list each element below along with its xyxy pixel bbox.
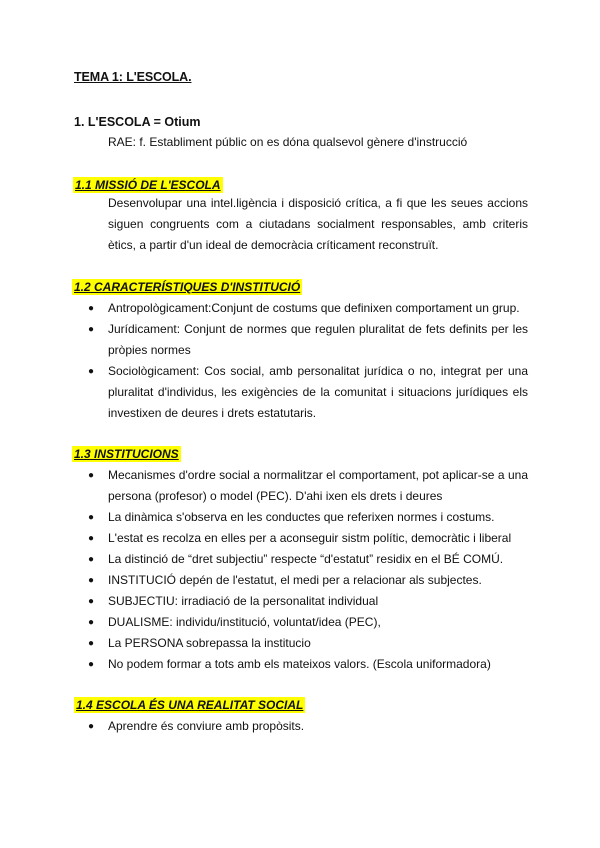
list-item: ● Antropològicament:Conjunt de costums que definixen comportament un grup. [74,298,528,319]
list-item: ● La dinàmica s'observa en les conductes que referixen normes i costums. [74,507,528,528]
bullet-icon: ● [88,554,95,565]
list-item: ● La distinció de “dret subjectiu” respecte “d'estatut” residix en el BÉ COMÚ. [74,549,528,570]
bullet-icon: ● [88,575,95,586]
list-item: ● DUALISME: individu/institució, voluntat/idea (PEC), [74,612,528,633]
section-1-2-list [74,298,528,424]
section-1-3-heading: 1.3 INSTITUCIONS [74,447,179,461]
list-item: ● Mecanismes d'ordre social a normalitzar el comportament, pot aplicar-se a una persona (profesor) o model (PEC). D'ahi ixen els drets i deures [74,465,528,507]
rae-definition: RAE: f. Establiment públic on es dóna qualsevol gènere d'instrucció [108,135,468,149]
bullet-icon: ● [88,303,95,314]
bullet-icon: ● [88,596,95,607]
list-item: ● L'estat es recolza en elles per a aconseguir sistm polític, democràtic i liberal [74,528,528,549]
bullet-icon: ● [88,617,95,628]
bullet-icon: ● [88,470,95,481]
list-item: ● SUBJECTIU: irradiació de la personalitat individual [74,591,528,612]
document-title: TEMA 1: L'ESCOLA. [74,70,192,84]
section-1-3-list [74,465,528,675]
section-1-heading: 1. L'ESCOLA = Otium [74,115,201,129]
section-1-4-list [74,716,528,737]
bullet-icon: ● [88,512,95,523]
bullet-icon: ● [88,533,95,544]
list-item: ● No podem formar a tots amb els mateixos valors. (Escola uniformadora) [74,654,528,675]
list-item: ● Jurídicament: Conjunt de normes que regulen pluralitat de fets definits per les pròpies normes [74,319,528,361]
list-item: ● Sociològicament: Cos social, amb personalitat jurídica o no, integrat per una pluralitat d'individus, les exigències de la comunitat i situacions jurídiques els investixen de deures i drets estatutaris. [74,361,528,424]
section-1-2-heading: 1.2 CARACTERÍSTIQUES D'INSTITUCIÓ [74,280,301,294]
bullet-icon: ● [88,721,95,732]
bullet-icon: ● [88,659,95,670]
bullet-icon: ● [88,638,95,649]
bullet-icon: ● [88,366,95,377]
section-1-4-heading: 1.4 ESCOLA ÉS UNA REALITAT SOCIAL [76,698,304,712]
section-1-1-heading: 1.1 MISSIÓ DE L'ESCOLA [75,178,221,192]
list-item: ● INSTITUCIÓ depén de l'estatut, el medi per a relacionar als subjectes. [74,570,528,591]
list-item: ● La PERSONA sobrepassa la institucio [74,633,528,654]
section-1-1-paragraph: Desenvolupar una intel.ligència i disposició crítica, a fi que les seues accions siguen congruents com a ciutadans socialment responsables, amb criteris ètics, a partir d'un ideal de democràcia críticament reconstruït. [108,196,528,252]
list-item: ● Aprendre és conviure amb propòsits. [74,716,528,737]
bullet-icon: ● [88,324,95,335]
